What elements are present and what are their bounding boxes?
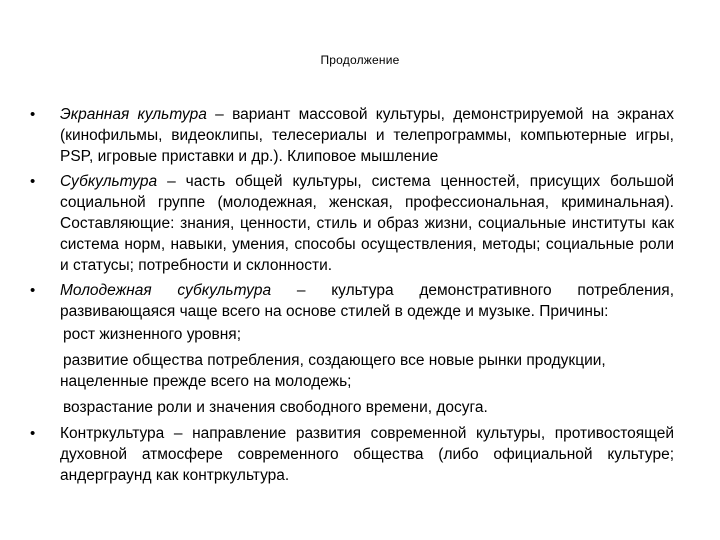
term-youth-subculture: Молодежная субкультура: [60, 282, 272, 299]
definition-counterculture: Контркультура – направление развития современной культуры, противостоящей духовной атмосфере современного общества (либо официальной культуре; андерграунд как контркультура.: [60, 425, 674, 484]
definition-youth-subculture: – культура демонстративного потребления, развивающаяся чаще всего на основе стилей в одежде и музыке. Причины:: [60, 282, 675, 320]
reason-paragraph-2: [30, 350, 674, 392]
slide-content: [30, 104, 674, 490]
bullet-icon: •: [30, 425, 36, 442]
definition-subculture: – часть общей культуры, система ценностей, присущих большой социальной группе (молодежная, женская, профессиональная, криминальная). Составляющие: знания, ценности, стиль и образ жизни, социальные институты как система норм, навыки, умения, способы осуществления, методы; социальные роли и статусы; потребности и склонности.: [60, 173, 674, 274]
definition-screen-culture: – вариант массовой культуры, демонстрируемой на экранах (кинофильмы, видеоклипы, телесериалы и телепрограммы, компьютерные игры, PSP, игровые приставки и др.). Клиповое мышление: [60, 106, 674, 165]
reason-line-3: возрастание роли и значения свободного времени, досуга.: [63, 399, 488, 416]
reason-text-2: развитие общества потребления, создающего все новые рынки продукции, нацеленные прежде всего на молодежь;: [60, 352, 606, 390]
bullet-item-screen-culture: [30, 104, 674, 167]
bullet-item-subculture: [30, 171, 674, 276]
bullet-icon: •: [30, 106, 36, 123]
bullet-icon: •: [30, 173, 36, 190]
bullet-icon: •: [30, 282, 36, 299]
reason-line-1: рост жизненного уровня;: [63, 326, 242, 343]
slide-title: Продолжение: [320, 53, 400, 67]
bullet-item-youth-subculture: [30, 280, 674, 322]
term-subculture: Субкультура: [60, 173, 158, 190]
bullet-item-counterculture: [30, 423, 674, 486]
term-screen-culture: Экранная культура: [60, 106, 207, 123]
